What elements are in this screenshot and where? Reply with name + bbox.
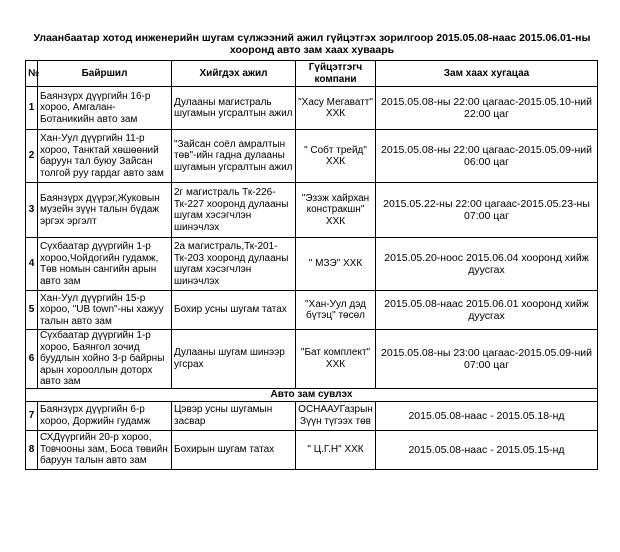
table-row xyxy=(26,87,598,130)
row-contractor: "Хан-Уул дэд бүтэц" төсөл xyxy=(296,291,376,330)
title-line-2: хооронд авто зам хаах хуваарь xyxy=(229,44,395,56)
row-location: Сүхбаатар дүүргийн 1-р хороо, Баянгол зочид буудлын хойно 3-р байрны арын хорооллын доторх авто зам xyxy=(38,330,172,389)
row-work: Бохир усны шугам татах xyxy=(172,291,296,330)
row-location: СХДүүргийн 20-р хороо, Товчооны зам, Боса төвийн баруун талын авто зам xyxy=(38,430,172,469)
table-row xyxy=(26,430,598,469)
header-work: Хийгдэх ажил xyxy=(172,61,296,87)
row-period: 2015.05.08-наас - 2015.05.15-нд xyxy=(376,430,598,469)
row-number: 8 xyxy=(26,430,38,469)
row-period: 2015.05.08-ны 22:00 цагаас-2015.05.10-ний 22:00 цаг xyxy=(376,87,598,130)
road-closure-table xyxy=(25,60,598,470)
row-period: 2015.05.08-наас 2015.06.01 хооронд хийж дуусгах xyxy=(376,291,598,330)
table-row xyxy=(26,238,598,291)
table-row xyxy=(26,330,598,389)
row-period: 2015.05.22-ны 22:00 цагаас-2015.05.23-ны 07:00 цаг xyxy=(376,183,598,238)
table-row xyxy=(26,401,598,430)
row-period: 2015.05.20-ноос 2015.06.04 хооронд хийж дуусгах xyxy=(376,238,598,291)
table-row xyxy=(26,130,598,183)
table-row xyxy=(26,183,598,238)
header-period: Зам хаах хугацаа xyxy=(376,61,598,87)
row-number: 6 xyxy=(26,330,38,389)
row-location: Хан-Уул дүүргийн 11-р хороо, Танктай хөшөөний баруун тал буюу Зайсан толгой руу гардаг авто зам xyxy=(38,130,172,183)
row-contractor: " Ц.Г.Н" ХХК xyxy=(296,430,376,469)
table-row xyxy=(26,291,598,330)
header-num: № xyxy=(26,61,38,87)
row-work: "Зайсан соёл амралтын төв"-ийн гадна дулааны шугамын угсралтын ажил xyxy=(172,130,296,183)
row-contractor: " МЗЭ" ХХК xyxy=(296,238,376,291)
row-location: Хан-Уул дүүргийн 15-р хороо, "UB town"-ны хажуу талын авто зам xyxy=(38,291,172,330)
row-number: 1 xyxy=(26,87,38,130)
row-number: 2 xyxy=(26,130,38,183)
row-work: 2г магистраль Тк-226-Тк-227 хооронд дулааны шугам хэсэгчлэн шинэчлэх xyxy=(172,183,296,238)
row-contractor: "Эзэж хайрхан констракшн" ХХК xyxy=(296,183,376,238)
row-contractor: ОСНААУГазрын Зүүн түгээх төв xyxy=(296,401,376,430)
header-row xyxy=(26,61,598,87)
row-period: 2015.05.08-ны 22:00 цагаас-2015.05.09-ний 06:00 цаг xyxy=(376,130,598,183)
title-line-1: Улаанбаатар хотод инженерийн шугам сүлжээний ажил гүйцэтгэх зорилгоор 2015.05.08-наас 2015.06.01-ны xyxy=(33,32,591,44)
row-number: 5 xyxy=(26,291,38,330)
row-location: Баянзүрх дүүргийн 6-р хороо, Доржийн гудамж xyxy=(38,401,172,430)
header-contractor: Гүйцэтгэгч компани xyxy=(296,61,376,87)
row-number: 7 xyxy=(26,401,38,430)
row-number: 4 xyxy=(26,238,38,291)
row-period: 2015.05.08-ны 23:00 цагаас-2015.05.09-ний 07:00 цаг xyxy=(376,330,598,389)
row-location: Баянзүрх дүүрэг,Жуковын музейн зүүн талын бүдаж эргэх эргэлт xyxy=(38,183,172,238)
row-location: Баянзүрх дүүргийн 16-р хороо, Амгалан-Ботаникийн авто зам xyxy=(38,87,172,130)
row-number: 3 xyxy=(26,183,38,238)
row-location: Сүхбаатар дүүргийн 1-р хороо,Чойдогийн гудамж, Төв номын сангийн арын авто зам xyxy=(38,238,172,291)
row-work: Дулааны шугам шинээр угсрах xyxy=(172,330,296,389)
section-label: Авто зам сувлэх xyxy=(26,388,598,401)
row-work: 2а магистраль,Тк-201-Тк-203 хооронд дулааны шугам хэсэгчлэн шинэчлэх xyxy=(172,238,296,291)
document-title xyxy=(12,32,612,56)
header-location: Байршил xyxy=(38,61,172,87)
section-row xyxy=(26,388,598,401)
row-contractor: " Собт трейд" ХХК xyxy=(296,130,376,183)
row-work: Дулааны магистраль шугамын угсралтын ажил xyxy=(172,87,296,130)
row-contractor: "Бат комплект" ХХК xyxy=(296,330,376,389)
row-work: Цэвэр усны шугамын засвар xyxy=(172,401,296,430)
row-work: Бохирын шугам татах xyxy=(172,430,296,469)
row-contractor: "Хасу Мегаватт" ХХК xyxy=(296,87,376,130)
row-period: 2015.05.08-наас - 2015.05.18-нд xyxy=(376,401,598,430)
